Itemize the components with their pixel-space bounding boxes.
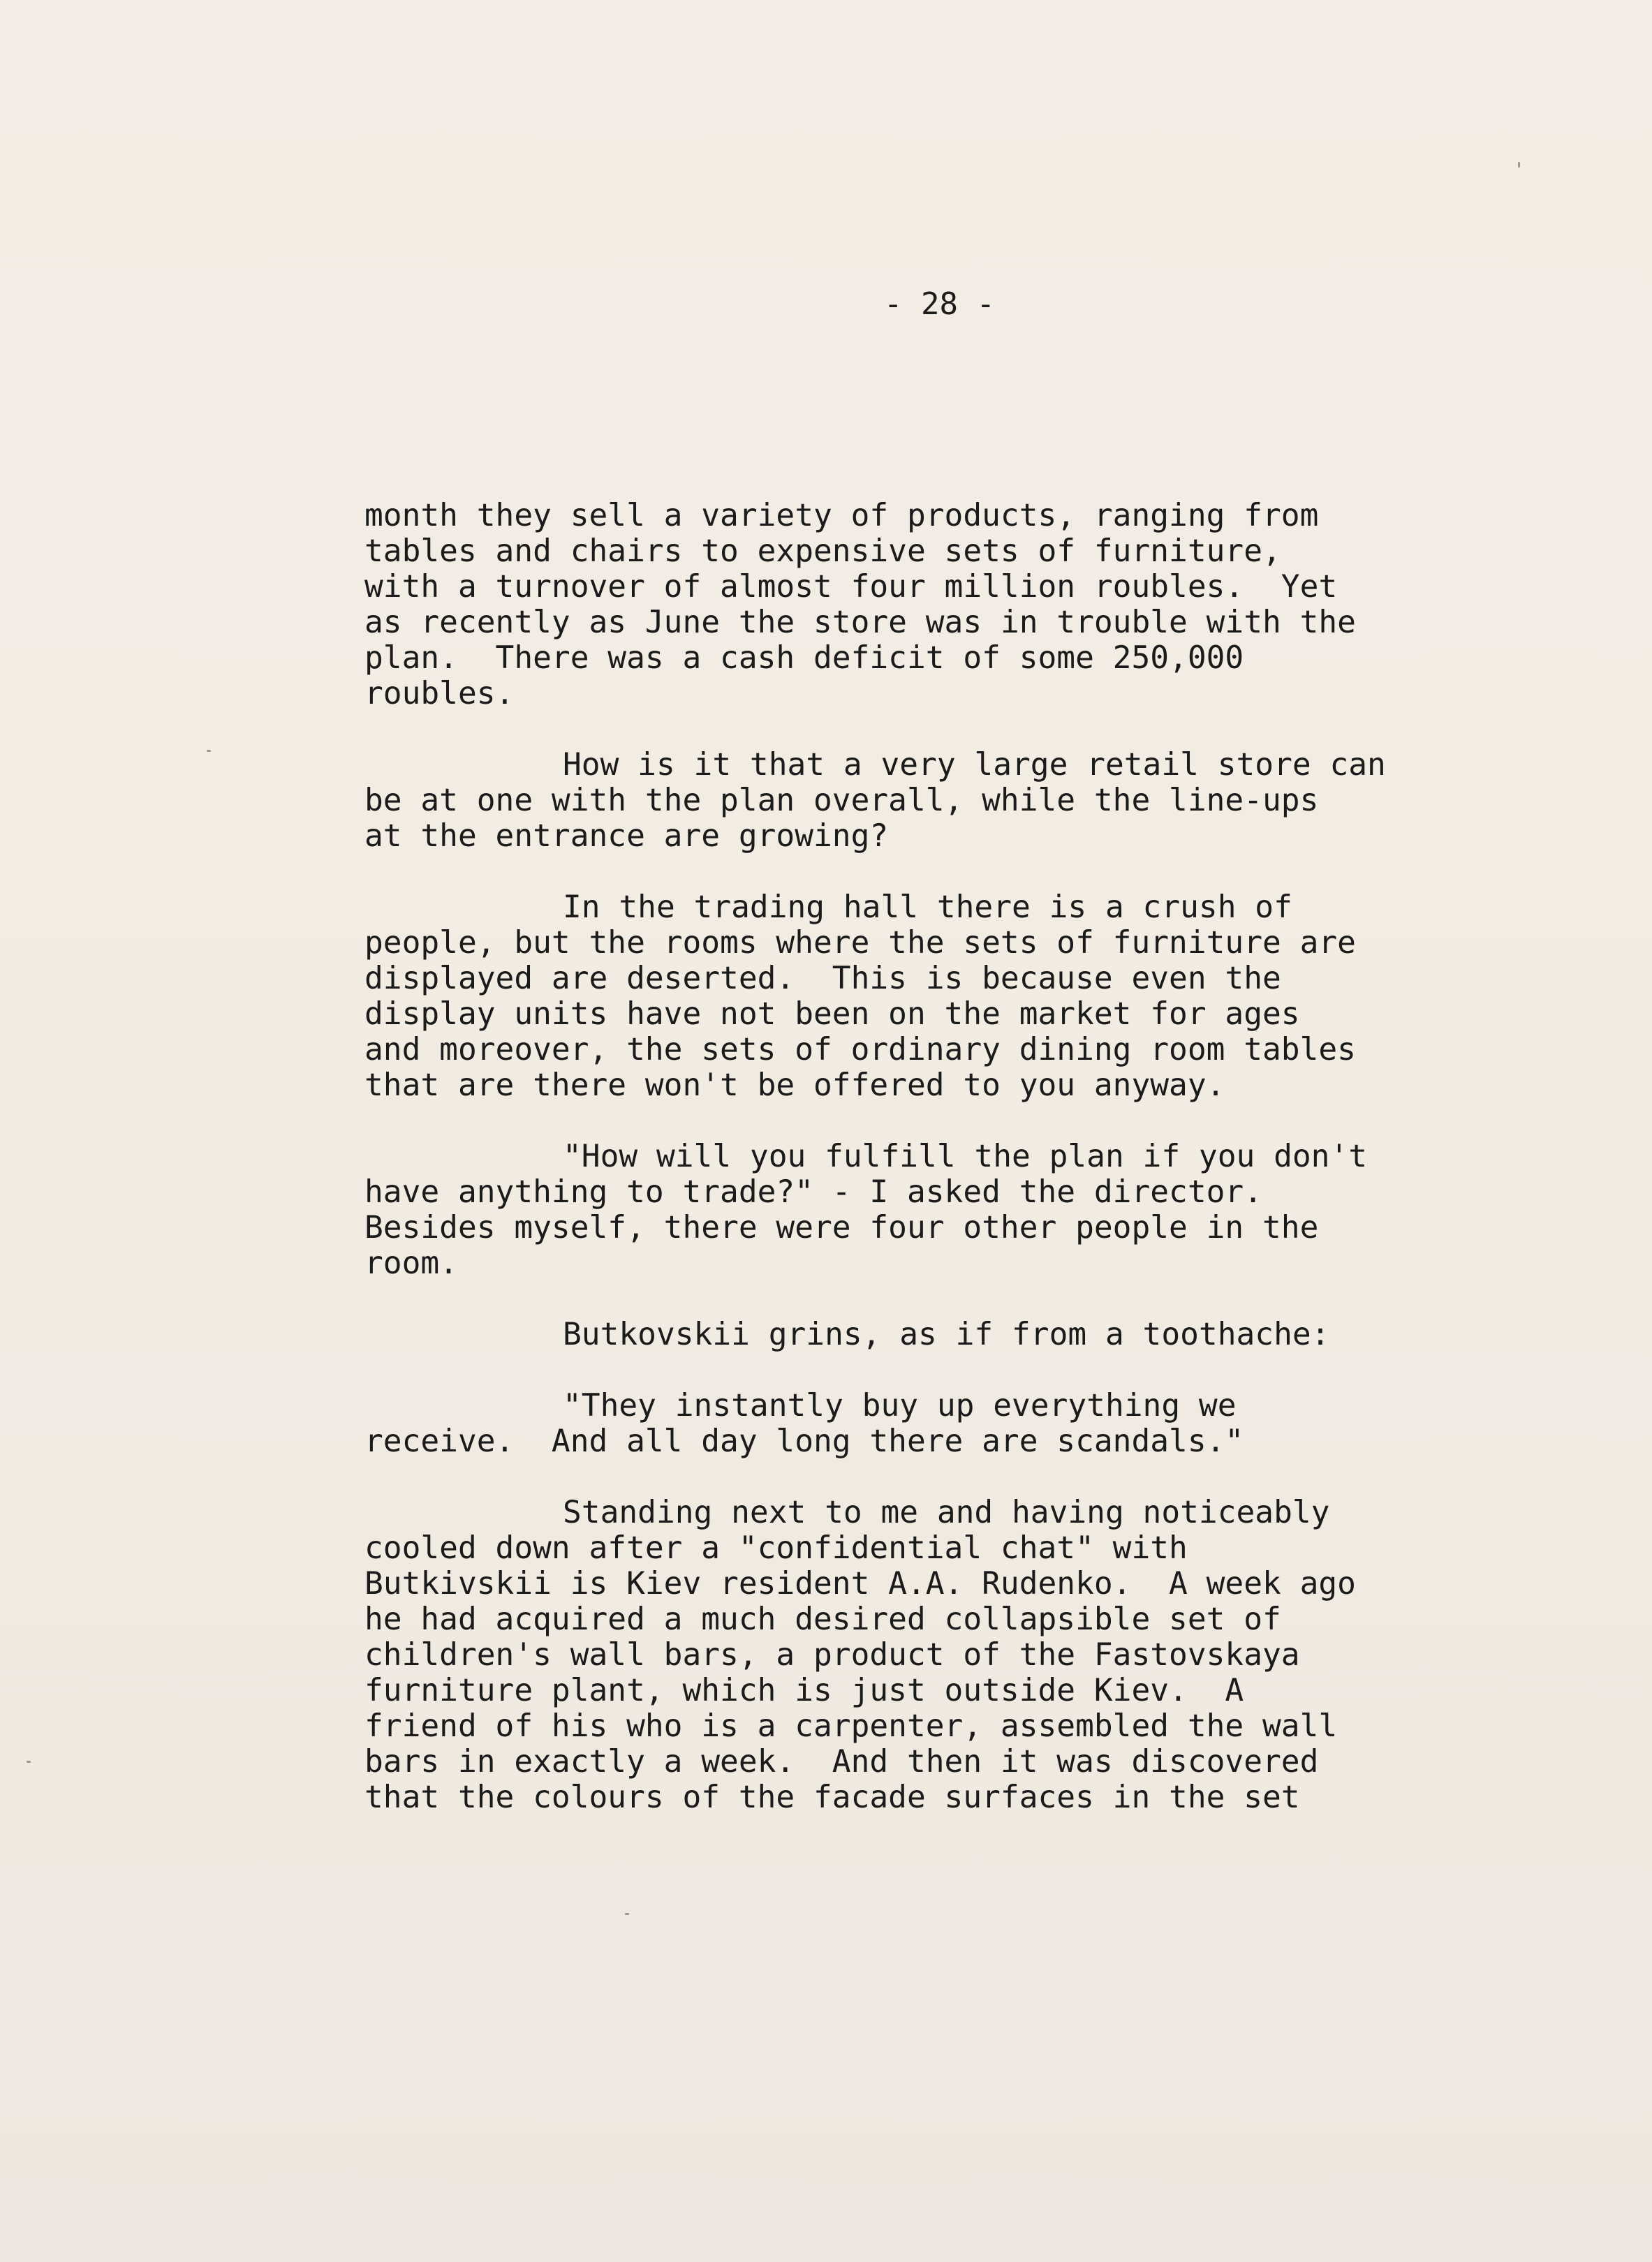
text-line: children's wall bars, a product of the Fastovskaya [364,1637,1300,1673]
text-line: roubles. [364,676,515,711]
text-line: furniture plant, which is just outside Kiev. A [364,1673,1244,1708]
text-line: bars in exactly a week. And then it was discovered [364,1744,1319,1780]
paragraph-6 [364,1388,1510,1459]
scan-speck [625,1913,629,1915]
text-line: room. [364,1245,458,1281]
paragraph-3 [364,889,1510,1103]
text-line: that are there won't be offered to you anyway. [364,1067,1225,1103]
text-line: Butkivskii is Kiev resident A.A. Rudenko. A week ago [364,1566,1356,1602]
text-line: Standing next to me and having noticeably [563,1495,1330,1530]
text-line: plan. There was a cash deficit of some 250,000 [364,640,1244,676]
text-line: "How will you fulfill the plan if you don't [563,1139,1368,1174]
text-line: people, but the rooms where the sets of furniture are [364,925,1356,961]
text-line: In the trading hall there is a crush of [563,889,1292,925]
page-number: - 28 - [884,286,995,322]
text-line: month they sell a variety of products, ranging from [364,498,1319,533]
text-line: Butkovskii grins, as if from a toothache: [563,1317,1330,1352]
text-line: that the colours of the facade surfaces in the set [364,1780,1300,1815]
text-line: with a turnover of almost four million roubles. Yet [364,569,1338,605]
text-line: be at one with the plan overall, while the line-ups [364,783,1319,818]
text-line: he had acquired a much desired collapsible set of [364,1602,1281,1637]
text-line: receive. And all day long there are scandals." [364,1424,1244,1459]
paragraph-2 [364,747,1510,854]
scan-speck [1518,162,1520,168]
text-line: display units have not been on the market for ages [364,996,1300,1032]
body-text [364,498,1510,1851]
text-line: cooled down after a "confidential chat" with [364,1530,1188,1566]
text-line: "They instantly buy up everything we [563,1388,1237,1424]
text-line: have anything to trade?" - I asked the director. [364,1174,1262,1210]
paragraph-7 [364,1495,1510,1815]
text-line: displayed are deserted. This is because even the [364,961,1281,996]
paragraph-1 [364,498,1510,711]
text-line: tables and chairs to expensive sets of furniture, [364,533,1281,569]
text-line: as recently as June the store was in trouble with the [364,605,1356,640]
text-line: at the entrance are growing? [364,818,889,854]
text-line: How is it that a very large retail store can [563,747,1386,783]
text-line: friend of his who is a carpenter, assembled the wall [364,1708,1338,1744]
scan-speck [27,1761,31,1763]
paragraph-4 [364,1139,1510,1281]
text-line: Besides myself, there were four other people in the [364,1210,1319,1245]
scan-speck [207,750,211,752]
paragraph-5 [364,1317,1510,1352]
text-line: and moreover, the sets of ordinary dining room tables [364,1032,1356,1067]
